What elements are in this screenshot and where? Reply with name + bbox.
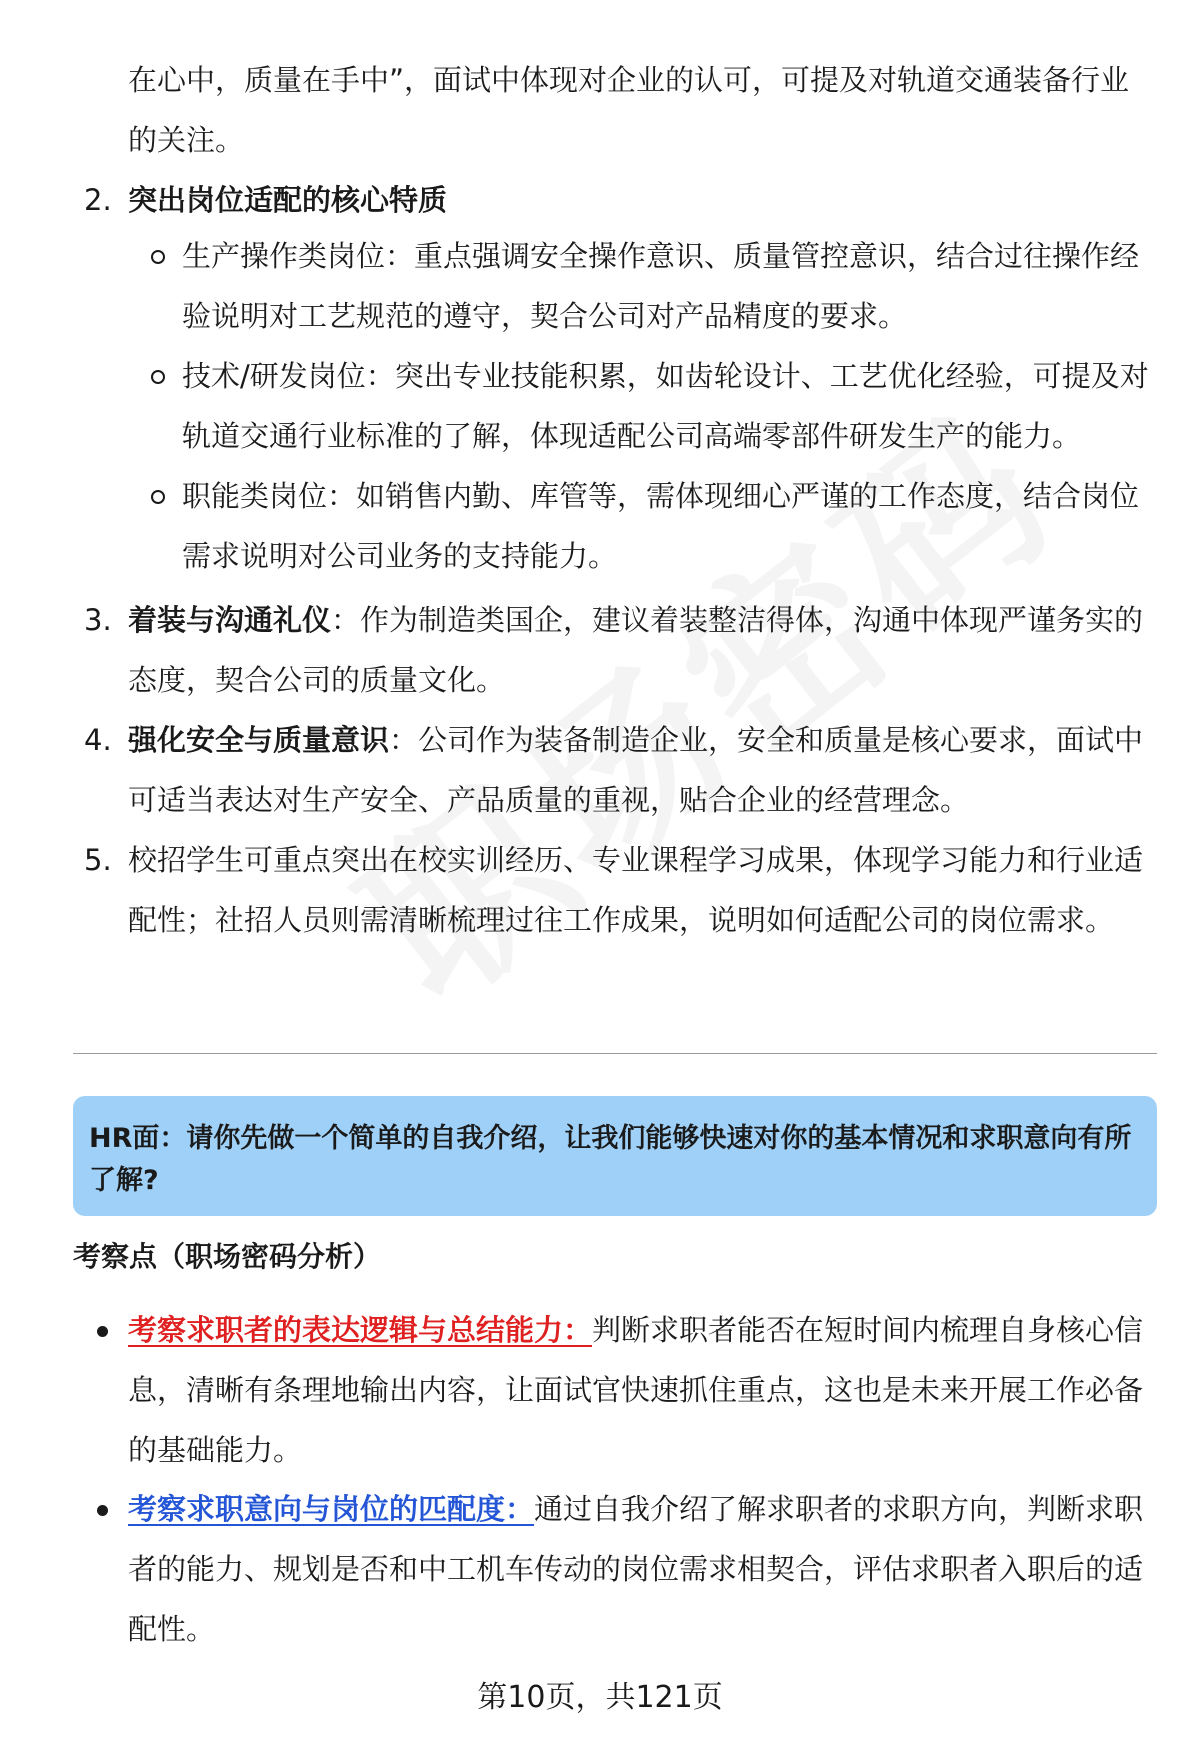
tip-title: [128, 170, 1148, 230]
dot-bullet-icon: [97, 1326, 108, 1337]
tip-title-text: 强化安全与质量意识: [128, 723, 390, 757]
analysis-title: 考察点（职场密码分析）: [73, 1240, 382, 1273]
page-footer: 第10页，共121页: [477, 1680, 723, 1715]
analysis-point: [128, 1479, 1148, 1659]
tip-text: ：公司作为装备制造企业，安全和质量是核心要求，面试中可适当表达对生产安全、产品质量的重视，贴合企业的经营理念。: [128, 723, 1144, 817]
circle-bullet-icon: [151, 250, 165, 264]
circle-bullet-icon: [151, 370, 165, 384]
analysis-point-text: 判断求职者能否在短时间内梳理自身核心信息，清晰有条理地输出内容，让面试官快速抓住重点，这也是未来开展工作必备的基础能力。: [128, 1313, 1144, 1467]
tip-number: 3.: [84, 603, 112, 637]
intro-tail-paragraph: 在心中，质量在手中”，面试中体现对企业的认可，可提及对轨道交通装备行业的关注。: [128, 63, 1130, 157]
dot-bullet-icon: [97, 1505, 108, 1516]
tip-paragraph: [128, 590, 1148, 710]
tip-number: 4.: [84, 723, 112, 757]
tip-title-text: 突出岗位适配的核心特质: [128, 183, 448, 217]
section-divider: [73, 1053, 1157, 1054]
circle-bullet-icon: [151, 490, 165, 504]
sub-item: 职能类岗位：如销售内勤、库管等，需体现细心严谨的工作态度，结合岗位需求说明对公司业务的支持能力。: [182, 479, 1140, 573]
question-box: [73, 1096, 1157, 1216]
analysis-point-lead: 考察求职意向与岗位的匹配度：: [128, 1492, 535, 1526]
tip-paragraph: 校招学生可重点突出在校实训经历、专业课程学习成果，体现学习能力和行业适配性；社招人员则需清晰梳理过往工作成果，说明如何适配公司的岗位需求。: [128, 843, 1144, 937]
analysis-point: [128, 1300, 1148, 1480]
tip-text: ：作为制造类国企，建议着装整洁得体，沟通中体现严谨务实的态度，契合公司的质量文化。: [128, 603, 1144, 697]
tip-number: 2.: [84, 183, 112, 217]
question-text: HR面：请你先做一个简单的自我介绍，让我们能够快速对你的基本情况和求职意向有所了解?: [89, 1123, 1132, 1196]
tip-paragraph: [128, 710, 1148, 830]
sub-item: 技术/研发岗位：突出专业技能积累，如齿轮设计、工艺优化经验，可提及对轨道交通行业标准的了解，体现适配公司高端零部件研发生产的能力。: [182, 359, 1149, 453]
tip-number: 5.: [84, 843, 112, 877]
tip-title-text: 着装与沟通礼仪: [128, 603, 332, 637]
sub-item: 生产操作类岗位：重点强调安全操作意识、质量管控意识，结合过往操作经验说明对工艺规范的遵守，契合公司对产品精度的要求。: [182, 239, 1140, 333]
analysis-point-lead: 考察求职者的表达逻辑与总结能力：: [128, 1313, 593, 1347]
analysis-point-text: 通过自我介绍了解求职者的求职方向，判断求职者的能力、规划是否和中工机车传动的岗位需求相契合，评估求职者入职后的适配性。: [128, 1492, 1144, 1646]
